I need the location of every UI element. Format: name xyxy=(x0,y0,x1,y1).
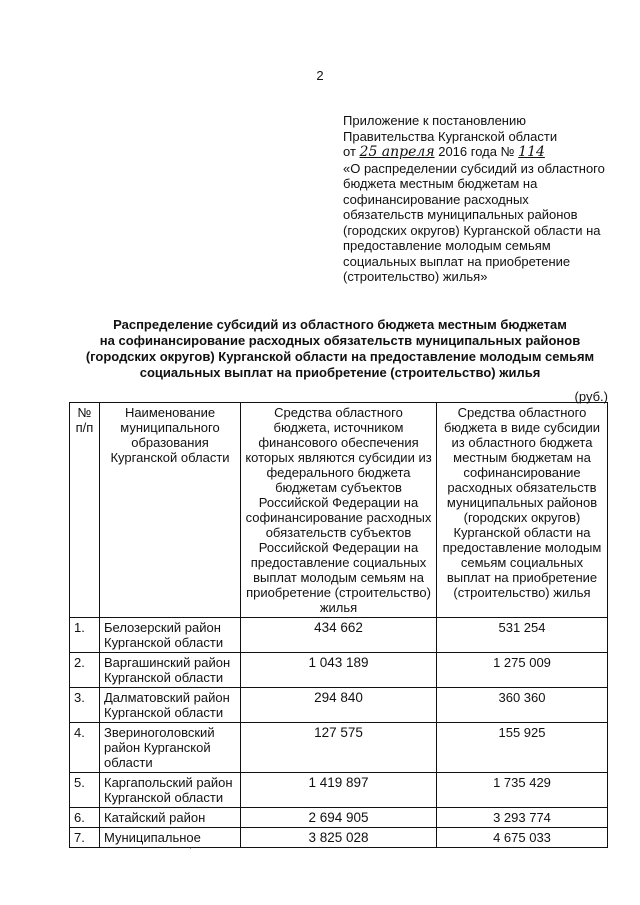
local-amount-value: 531 254 xyxy=(498,620,546,635)
row-number: 5. xyxy=(70,773,100,808)
regional-amount-value: 2 694 905 xyxy=(308,810,369,825)
regional-amount-value: 3 825 028 xyxy=(308,830,369,845)
title-line: Распределение субсидий из областного бюджета местным бюджетам xyxy=(113,317,567,332)
row-number: 7. xyxy=(70,828,100,848)
local-amount xyxy=(437,723,608,773)
header-municipality: Наименование муниципального образования Курганской области xyxy=(100,403,241,618)
appendix-body-line: бюджета местным бюджетам на xyxy=(343,176,538,191)
appendix-body-line: (строительство) жилья» xyxy=(343,269,488,284)
regional-amount xyxy=(241,723,437,773)
header-number: № п/п xyxy=(70,403,100,618)
table-header-row xyxy=(70,403,608,618)
handwritten-number: 114 xyxy=(518,144,545,160)
regional-amount xyxy=(241,618,437,653)
municipality-name: Варгашинский район Курганской области xyxy=(100,653,241,688)
regional-amount xyxy=(241,808,437,828)
local-amount-value: 1 735 429 xyxy=(493,775,551,790)
local-amount-value: 155 925 xyxy=(498,725,546,740)
row-number: 3. xyxy=(70,688,100,723)
document-title xyxy=(60,317,620,381)
local-amount-value: 3 293 774 xyxy=(493,810,551,825)
row-number: 6. xyxy=(70,808,100,828)
table-row xyxy=(70,723,608,773)
scan-speck xyxy=(190,848,191,849)
table-row xyxy=(70,688,608,723)
row-number: 2. xyxy=(70,653,100,688)
title-line: социальных выплат на приобретение (строительство) жилья xyxy=(139,365,541,380)
local-amount xyxy=(437,653,608,688)
appendix-body-line: обязательств муниципальных районов xyxy=(343,207,578,222)
header-regional-funds: Средства областного бюджета, источником финансового обеспечения которых являются субсидии из федерального бюджета бюджетам субъектов Российской Федерации на софинансирование расходных обязательств субъектов Российской Федерации на предоставление социальных выплат молодым семьям на приобретение (строительство) жилья xyxy=(241,403,437,618)
municipality-name: Муниципальное xyxy=(100,828,241,848)
appendix-date-line xyxy=(343,144,615,161)
regional-amount-value: 1 419 897 xyxy=(308,775,369,790)
appendix-line-1: Приложение к постановлению xyxy=(343,113,526,128)
table-row xyxy=(70,773,608,808)
regional-amount-value: 294 840 xyxy=(314,690,363,705)
subsidy-table xyxy=(69,402,608,848)
date-middle: 2016 года № xyxy=(438,144,515,159)
date-prefix: от xyxy=(343,144,356,159)
appendix-body-line: (городских округов) Курганской области на xyxy=(343,222,601,238)
appendix-body-line: «О распределении субсидий из областного xyxy=(343,160,605,176)
appendix-line-2: Правительства Курганской области xyxy=(343,128,558,144)
regional-amount-value: 127 575 xyxy=(314,725,363,740)
appendix-body-line: социальных выплат на приобретение xyxy=(343,253,571,269)
local-amount xyxy=(437,808,608,828)
appendix-body-line: предоставление молодым семьям xyxy=(343,238,551,253)
local-amount-value: 360 360 xyxy=(498,690,546,705)
regional-amount-value: 434 662 xyxy=(314,620,363,635)
municipality-name: Звериноголовский район Курганской области xyxy=(100,723,241,773)
page-number: 2 xyxy=(316,68,324,83)
title-line: (городских округов) Курганской области на предоставление молодым семьям xyxy=(85,349,595,364)
table-row xyxy=(70,618,608,653)
appendix-header xyxy=(343,113,615,285)
municipality-name: Белозерский район Курганской области xyxy=(100,618,241,653)
table-row xyxy=(70,653,608,688)
appendix-body-line: софинансирование расходных xyxy=(343,191,529,207)
table-row xyxy=(70,808,608,828)
regional-amount xyxy=(241,828,437,848)
regional-amount xyxy=(241,688,437,723)
table-row xyxy=(70,828,608,848)
local-amount-value: 1 275 009 xyxy=(493,655,551,670)
regional-amount xyxy=(241,653,437,688)
local-amount xyxy=(437,773,608,808)
local-amount xyxy=(437,618,608,653)
local-amount xyxy=(437,688,608,723)
local-amount-value: 4 675 033 xyxy=(493,830,551,845)
handwritten-date: 25 апреля xyxy=(359,144,435,160)
row-number: 4. xyxy=(70,723,100,773)
municipality-name: Катайский район xyxy=(100,808,241,828)
title-line: на софинансирование расходных обязательств муниципальных районов xyxy=(99,333,581,348)
municipality-name: Каргапольский район Курганской области xyxy=(100,773,241,808)
currency-unit-label: (руб.) xyxy=(574,389,608,404)
regional-amount-value: 1 043 189 xyxy=(308,655,369,670)
local-amount xyxy=(437,828,608,848)
municipality-name: Далматовский район Курганской области xyxy=(100,688,241,723)
regional-amount xyxy=(241,773,437,808)
header-local-subsidy: Средства областного бюджета в виде субсидии из областного бюджета местным бюджетам на софинансирование расходных обязательств муниципальных районов (городских округов) Курганской области на предоставление молодым семьям социальных выплат на приобретение (строительство) жилья xyxy=(437,403,608,618)
row-number: 1. xyxy=(70,618,100,653)
